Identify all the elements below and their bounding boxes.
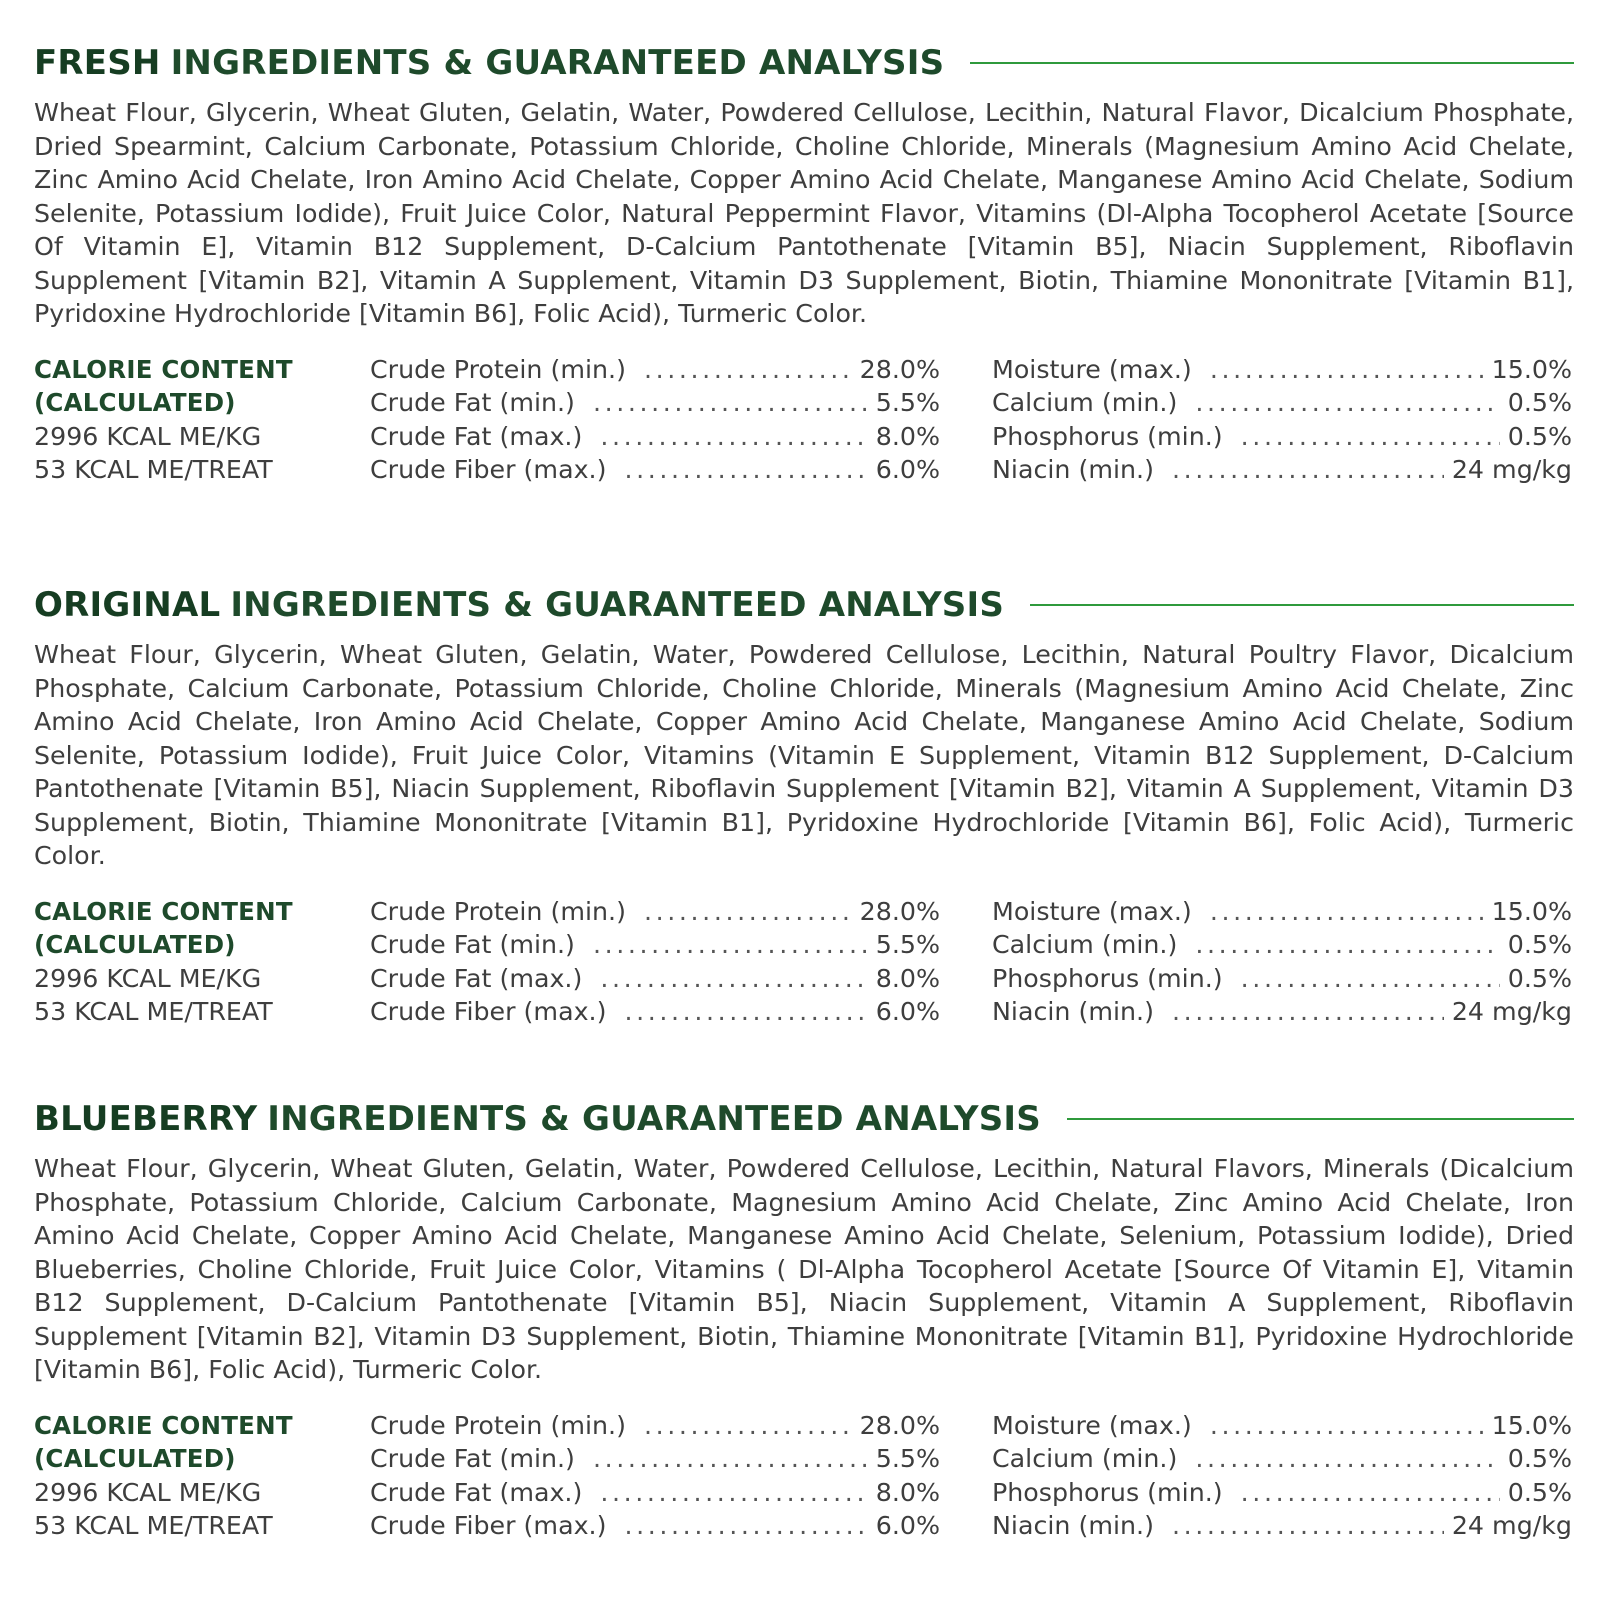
dot-leader bbox=[624, 995, 867, 1029]
section-fresh bbox=[34, 38, 1574, 489]
guaranteed-analysis bbox=[34, 353, 1574, 489]
section-blueberry bbox=[34, 1094, 1574, 1545]
nutrient-label: Crude Fat (min.) bbox=[370, 388, 575, 417]
nutrient-value: 5.5% bbox=[875, 1444, 940, 1473]
analysis-row bbox=[370, 1509, 940, 1543]
nutrient-label: Niacin (min.) bbox=[992, 1511, 1154, 1540]
dot-leader bbox=[593, 386, 868, 420]
nutrient-value: 15.0% bbox=[1491, 1410, 1572, 1440]
dot-leader bbox=[1172, 453, 1444, 487]
nutrient-label: Niacin (min.) bbox=[992, 997, 1154, 1026]
analysis-row bbox=[370, 1442, 940, 1476]
calorie-title-line2: (CALCULATED) bbox=[34, 1444, 236, 1473]
calorie-title-line2: (CALCULATED) bbox=[34, 930, 236, 959]
dot-leader bbox=[1210, 895, 1484, 929]
nutrient-label: Crude Protein (min.) bbox=[370, 1410, 626, 1440]
calorie-title-line1: CALORIE CONTENT bbox=[34, 896, 293, 926]
nutrient-value: 6.0% bbox=[875, 1511, 940, 1540]
analysis-row bbox=[370, 928, 940, 962]
nutrient-label: Crude Protein (min.) bbox=[370, 896, 626, 926]
analysis-row bbox=[992, 895, 1572, 929]
nutrient-value: 0.5% bbox=[1507, 930, 1572, 959]
calorie-title-line2: (CALCULATED) bbox=[34, 388, 236, 417]
nutrient-label: Crude Fat (max.) bbox=[370, 421, 583, 451]
analysis-column-1 bbox=[370, 353, 940, 487]
nutrient-value: 5.5% bbox=[875, 388, 940, 417]
dot-leader bbox=[1195, 386, 1499, 420]
nutrient-value: 0.5% bbox=[1507, 1444, 1572, 1473]
nutrient-value: 28.0% bbox=[859, 354, 940, 384]
guaranteed-analysis bbox=[34, 895, 1574, 1031]
calorie-title-line1: CALORIE CONTENT bbox=[34, 1410, 293, 1440]
calorie-content bbox=[34, 895, 364, 1029]
dot-leader bbox=[1241, 420, 1500, 454]
analysis-row bbox=[370, 420, 940, 454]
section-heading bbox=[34, 585, 1004, 625]
dot-leader bbox=[600, 962, 867, 996]
dot-leader bbox=[600, 1476, 867, 1510]
analysis-row bbox=[992, 1442, 1572, 1476]
analysis-row bbox=[992, 1476, 1572, 1510]
nutrient-value: 0.5% bbox=[1507, 963, 1572, 993]
nutrient-label: Niacin (min.) bbox=[992, 455, 1154, 484]
analysis-row bbox=[370, 386, 940, 420]
analysis-row bbox=[992, 1509, 1572, 1543]
nutrient-value: 8.0% bbox=[875, 1477, 940, 1507]
analysis-column-1 bbox=[370, 895, 940, 1029]
dot-leader bbox=[1210, 353, 1484, 387]
analysis-row bbox=[992, 1409, 1572, 1443]
section-heading bbox=[34, 1099, 1041, 1139]
dot-leader bbox=[600, 420, 867, 454]
nutrient-label: Crude Fiber (max.) bbox=[370, 455, 607, 484]
dot-leader bbox=[644, 895, 852, 929]
heading-text: INGREDIENTS & GUARANTEED ANALYSIS bbox=[230, 585, 1005, 625]
nutrient-label: Moisture (max.) bbox=[992, 354, 1192, 384]
section-original bbox=[34, 580, 1574, 1031]
dot-leader bbox=[624, 453, 867, 487]
analysis-column-2 bbox=[992, 353, 1572, 487]
dot-leader bbox=[1195, 928, 1499, 962]
analysis-row bbox=[992, 928, 1572, 962]
nutrient-value: 15.0% bbox=[1491, 354, 1572, 384]
heading-text: INGREDIENTS & GUARANTEED ANALYSIS bbox=[170, 43, 945, 83]
kcal-per-kg: 2996 KCAL ME/KG bbox=[34, 1477, 262, 1507]
section-heading-row bbox=[34, 580, 1574, 630]
dot-leader bbox=[644, 353, 852, 387]
nutrient-value: 28.0% bbox=[859, 896, 940, 926]
analysis-row bbox=[370, 895, 940, 929]
analysis-row bbox=[370, 353, 940, 387]
kcal-per-kg: 2996 KCAL ME/KG bbox=[34, 421, 262, 451]
ingredients-text: Wheat Flour, Glycerin, Wheat Gluten, Gelatin, Water, Powdered Cellulose, Lecithin, Natural Flavor, Dicalcium Phosphate, Dried Spearmint, Calcium Carbonate, Potassium Chloride, Choline Chloride, Minerals (Magnesium Amino Acid Chelate, Zinc Amino Acid Chelate, Iron Amino Acid Chelate, Copper Amino Acid Chelate, Manganese Amino Acid Chelate, Sodium Selenite, Potassium Iodide), Fruit Juice Color, Natural Peppermint Flavor, Vitamins (Dl-Alpha Tocopherol Acetate [Source Of Vitamin E], Vitamin B12 Supplement, D-Calcium Pantothenate [Vitamin B5], Niacin Supplement, Riboflavin Supplement [Vitamin B2], Vitamin A Supplement, Vitamin D3 Supplement, Biotin, Thiamine Mononitrate [Vitamin B1], Pyridoxine Hydrochloride [Vitamin B6], Folic Acid), Turmeric Color. bbox=[34, 98, 1574, 328]
analysis-row bbox=[370, 995, 940, 1029]
nutrient-value: 28.0% bbox=[859, 1410, 940, 1440]
nutrient-label: Crude Fat (max.) bbox=[370, 963, 583, 993]
analysis-row bbox=[992, 962, 1572, 996]
nutrient-value: 24 mg/kg bbox=[1451, 1511, 1572, 1540]
kcal-per-treat: 53 KCAL ME/TREAT bbox=[34, 1511, 273, 1540]
ingredients-text: Wheat Flour, Glycerin, Wheat Gluten, Gelatin, Water, Powdered Cellulose, Lecithin, Natural Flavors, Minerals (Dicalcium Phosphate, Potassium Chloride, Calcium Carbonate, Magnesium Amino Acid Chelate, Zinc Amino Acid Chelate, Iron Amino Acid Chelate, Copper Amino Acid Chelate, Manganese Amino Acid Chelate, Selenium, Potassium Iodide), Dried Blueberries, Choline Chloride, Fruit Juice Color, Vitamins ( Dl-Alpha Tocopherol Acetate [Source Of Vitamin E], Vitamin B12 Supplement, D-Calcium Pantothenate [Vitamin B5], Niacin Supplement, Vitamin A Supplement, Riboflavin Supplement [Vitamin B2], Vitamin D3 Supplement, Biotin, Thiamine Mononitrate [Vitamin B1], Pyridoxine Hydrochloride [Vitamin B6], Folic Acid), Turmeric Color. bbox=[34, 1154, 1574, 1384]
analysis-row bbox=[370, 1409, 940, 1443]
nutrient-value: 8.0% bbox=[875, 421, 940, 451]
nutrient-value: 6.0% bbox=[875, 997, 940, 1026]
section-heading bbox=[34, 43, 944, 83]
calorie-content bbox=[34, 353, 364, 487]
nutrient-label: Crude Protein (min.) bbox=[370, 354, 626, 384]
analysis-column-1 bbox=[370, 1409, 940, 1543]
dot-leader bbox=[1241, 962, 1500, 996]
analysis-column-2 bbox=[992, 895, 1572, 1029]
kcal-per-treat: 53 KCAL ME/TREAT bbox=[34, 997, 273, 1026]
dot-leader bbox=[1241, 1476, 1500, 1510]
nutrient-value: 15.0% bbox=[1491, 896, 1572, 926]
calorie-title-line1: CALORIE CONTENT bbox=[34, 354, 293, 384]
nutrient-label: Moisture (max.) bbox=[992, 1410, 1192, 1440]
nutrient-label: Crude Fiber (max.) bbox=[370, 997, 607, 1026]
dot-leader bbox=[624, 1509, 867, 1543]
analysis-row bbox=[992, 453, 1572, 487]
flavor-name: BLUEBERRY bbox=[34, 1099, 258, 1139]
nutrient-label: Moisture (max.) bbox=[992, 896, 1192, 926]
dot-leader bbox=[1195, 1442, 1499, 1476]
nutrient-value: 0.5% bbox=[1507, 388, 1572, 417]
nutrient-value: 0.5% bbox=[1507, 421, 1572, 451]
nutrient-label: Phosphorus (min.) bbox=[992, 963, 1223, 993]
nutrient-label: Calcium (min.) bbox=[992, 930, 1178, 959]
nutrient-value: 24 mg/kg bbox=[1451, 455, 1572, 484]
nutrient-value: 5.5% bbox=[875, 930, 940, 959]
flavor-name: ORIGINAL bbox=[34, 585, 221, 625]
dot-leader bbox=[644, 1409, 852, 1443]
analysis-row bbox=[992, 420, 1572, 454]
heading-rule bbox=[970, 62, 1574, 64]
nutrient-label: Calcium (min.) bbox=[992, 388, 1178, 417]
dot-leader bbox=[593, 1442, 868, 1476]
nutrient-value: 6.0% bbox=[875, 455, 940, 484]
analysis-row bbox=[992, 353, 1572, 387]
nutrient-label: Phosphorus (min.) bbox=[992, 1477, 1223, 1507]
dot-leader bbox=[593, 928, 868, 962]
analysis-row bbox=[370, 453, 940, 487]
nutrient-label: Calcium (min.) bbox=[992, 1444, 1178, 1473]
analysis-row bbox=[992, 995, 1572, 1029]
section-heading-row bbox=[34, 1094, 1574, 1144]
heading-rule bbox=[1030, 604, 1574, 606]
dot-leader bbox=[1172, 995, 1444, 1029]
nutrient-label: Crude Fat (max.) bbox=[370, 1477, 583, 1507]
nutrient-label: Crude Fiber (max.) bbox=[370, 1511, 607, 1540]
heading-rule bbox=[1067, 1118, 1574, 1120]
analysis-row bbox=[370, 962, 940, 996]
nutrient-label: Phosphorus (min.) bbox=[992, 421, 1223, 451]
kcal-per-treat: 53 KCAL ME/TREAT bbox=[34, 455, 273, 484]
nutrient-value: 8.0% bbox=[875, 963, 940, 993]
ingredients-text: Wheat Flour, Glycerin, Wheat Gluten, Gelatin, Water, Powdered Cellulose, Lecithin, Natural Poultry Flavor, Dicalcium Phosphate, Calcium Carbonate, Potassium Chloride, Choline Chloride, Minerals (Magnesium Amino Acid Chelate, Zinc Amino Acid Chelate, Iron Amino Acid Chelate, Copper Amino Acid Chelate, Manganese Amino Acid Chelate, Sodium Selenite, Potassium Iodide), Fruit Juice Color, Vitamins (Vitamin E Supplement, Vitamin B12 Supplement, D-Calcium Pantothenate [Vitamin B5], Niacin Supplement, Riboflavin Supplement [Vitamin B2], Vitamin A Supplement, Vitamin D3 Supplement, Biotin, Thiamine Mononitrate [Vitamin B1], Pyridoxine Hydrochloride [Vitamin B6], Folic Acid), Turmeric Color. bbox=[34, 640, 1574, 870]
analysis-column-2 bbox=[992, 1409, 1572, 1543]
dot-leader bbox=[1172, 1509, 1444, 1543]
flavor-name: FRESH bbox=[34, 43, 161, 83]
nutrient-label: Crude Fat (min.) bbox=[370, 930, 575, 959]
section-heading-row bbox=[34, 38, 1574, 88]
heading-text: INGREDIENTS & GUARANTEED ANALYSIS bbox=[267, 1099, 1041, 1139]
nutrient-value: 24 mg/kg bbox=[1451, 997, 1572, 1026]
guaranteed-analysis bbox=[34, 1409, 1574, 1545]
dot-leader bbox=[1210, 1409, 1484, 1443]
analysis-row bbox=[370, 1476, 940, 1510]
nutrient-value: 0.5% bbox=[1507, 1477, 1572, 1507]
kcal-per-kg: 2996 KCAL ME/KG bbox=[34, 963, 262, 993]
calorie-content bbox=[34, 1409, 364, 1543]
nutrient-label: Crude Fat (min.) bbox=[370, 1444, 575, 1473]
analysis-row bbox=[992, 386, 1572, 420]
